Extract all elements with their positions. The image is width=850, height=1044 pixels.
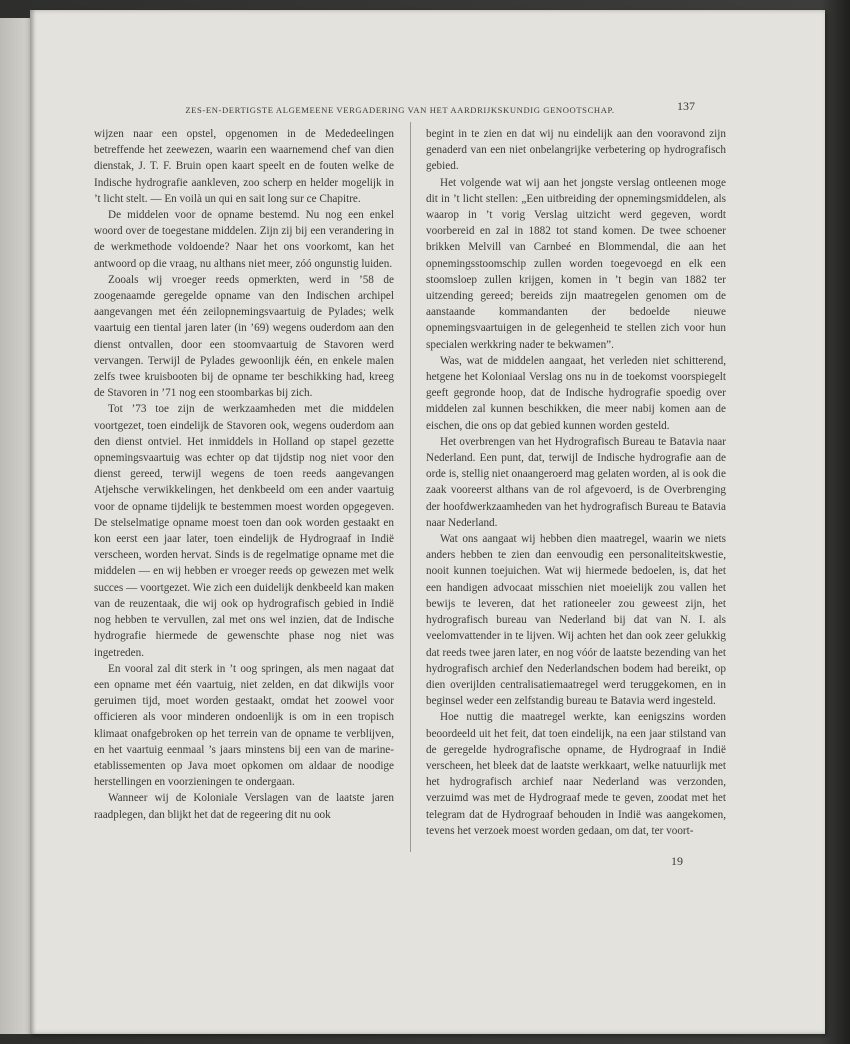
paragraph: Was, wat de middelen aangaat, het verleden niet schitterend, hetgene het Koloniaal Verslag ons nu in de toekomst voorspiegelt geeft gegronde hoop, dat de Indische hydrografie spoedig over middelen zal kunnen beschikken, die meer nabij komen aan de eischen, die ons op dat gebied kunnen worden gesteld.	[426, 354, 726, 432]
paragraph: Wanneer wij de Koloniale Verslagen van de laatste jaren raadplegen, dan blijkt het dat de regeering dit nu ook	[94, 792, 394, 821]
paragraph: Tot ’73 toe zijn de werkzaamheden met die middelen voortgezet, toen eindelijk de Stavoren ook, wegens ouderdom aan den dienst ontviel. Het inmiddels in Holland op stapel gezette opnemingsvaartuig was echter op dat tijdstip nog niet voor den dienst gereed, terwijl wegens de toen reeds aangevangen Atjehsche verwikkelingen, het denkbeeld om een ander vaartuig voor de opname tijdelijk te bestemmen moest worden opgegeven. De stelselmatige opname moest toen dan ook worden gestaakt en kon eerst een jaar later, toen eindelijk de Hydrograaf in Indië verscheen, worden hervat. Sinds is de regelmatige opname met die middelen — en wij hebben er vroeger reeds op gewezen met welk succes — voortgezet. Wie zich een duidelijk denkbeeld kan maken van de reuzentaak, die wij ook op hydrografisch gebied in Indië nog hebben te vervullen, zal met ons wel inzien, dat de Indische hydrografie hiermede de gewenschte phase nog niet was ingetreden.	[94, 403, 394, 659]
paragraph: wijzen naar een opstel, opgenomen in de Mededeelingen betreffende het zeewezen, waarin een waarnemend chef van dien dienstak, J. T. F. Bruin open kaart speelt en de fouten welke de Indische hydrografie aankleven, zoo scherp en helder mogelijk in ’t licht stelt. — En voilà un qui en sait long sur ce Chapitre.	[94, 128, 394, 205]
paragraph: Zooals wij vroeger reeds opmerkten, werd in ’58 de zoogenaamde geregelde opname van den Indischen archipel aangevangen met één zeilopnemingsvaartuig de Pylades; welk vaartuig een tiental jaren later (in ’69) wegens ouderdom aan den dienst ontvallen, door een stoomvaartuig de Stavoren werd vervangen. Terwijl de Pylades gewoonlijk één, en enkele malen zelfs twee kruisbooten bij de opname ter beschikking had, kreeg de Stavoren in ’71 nog een stoombarkas bij zich.	[94, 273, 394, 400]
signature-mark: 19	[671, 854, 683, 868]
paragraph: Wat ons aangaat wij hebben dien maatregel, waarin we niets anders hebben te zien dan eenvoudig een personaliteitskwestie, nooit kunnen toejuichen. Wat wij hiermede bedoelen, is, dat het een handigen advocaat misschien niet moeielijk zou vallen het bewijs te leveren, dat het rationeeler zou geweest zijn, het hydrografisch bureau van Nederland bij dat van N. I. als veelomvattender in te lijven. Wij achten het dan ook zeer gelukkig dat reeds twee jaren later, en nog vóór de laatste bezending van het hydrografisch archief den Nederlandschen bodem had bereikt, op dien overijlden centralisatiemaatregel werd teruggekomen, en in beginsel weder een zelfstandig bureau te Batavia werd ingesteld.	[426, 533, 726, 708]
paragraph: De middelen voor de opname bestemd. Nu nog een enkel woord over de toegestane middelen. Zijn zij bij een verandering in de werkmethode voldoende? Naar het ons voorkomt, kan het antwoord op die vraag, nu althans niet meer, zóó ongunstig luiden.	[94, 209, 394, 270]
paragraph: begint in te zien en dat wij nu eindelijk aan den vooravond zijn genaderd van een niet onbelangrijke verbetering op hydrografisch gebied.	[426, 128, 726, 173]
column-divider	[410, 122, 411, 852]
page-number: 137	[677, 99, 695, 113]
right-text-column	[426, 126, 726, 839]
paragraph: En vooral zal dit sterk in ’t oog springen, als men nagaat dat een opname met één vaartuig, niet zelden, en dat dikwijls voor geruimen tijd, moet worden gestaakt, omdat het zoowel voor officieren als voor minderen ondoenlijk is om in een tropisch klimaat onafgebroken op het terrein van de opname te verblijven, en het vaartuig eenmaal ’s jaars minstens bij een van de marine-etablissementen op Java moet opkomen om aldaar de noodige herstellingen en voorzieningen te ondergaan.	[94, 662, 394, 789]
paragraph: Het volgende wat wij aan het jongste verslag ontleenen moge dit in ’t licht stellen: „Een uitbreiding der opnemingsmiddelen, als waarop in ’t vorig Verslag uitzicht werd gegeven, wordt voorbereid en zal in 1882 tot stand komen. De twee schoener brikken Melvill van Carnbeé en Blommendal, die aan het opnemingsstoomschip zullen worden toegevoegd en elk een stoomsloep zullen krijgen, komen in ’t begin van 1882 ter uitzending gereed; bereids zijn maatregelen genomen om de aanstaande kommandanten der bedoelde nieuwe opnemingsvaartuigen in de gelegenheid te stellen zich voor hun specialen werkkring nader te bekwamen”.	[426, 176, 726, 351]
left-text-column	[94, 126, 394, 823]
paragraph: Hoe nuttig die maatregel werkte, kan eenigszins worden beoordeeld uit het feit, dat toen eindelijk, na een jaar stilstand van de geregelde hydrografische opname, de Hydrograaf in Indië verscheen, het bleek dat de laatste werkkaart, welke natuurlijk met het hydrografisch archief naar Nederland was verzonden, verzuimd was met de Hydrograaf mede te geven, zoodat met het telegram dat de Hydrograaf behouden in Indië was aangekomen, tevens het verzoek moest worden gedaan, om dat, ter voort-	[426, 711, 726, 837]
page-sheet	[30, 10, 825, 1034]
running-head: ZES-EN-DERTIGSTE ALGEMEENE VERGADERING VAN HET AARDRIJKSKUNDIG GENOOTSCHAP.	[185, 105, 615, 115]
paragraph: Het overbrengen van het Hydrografisch Bureau te Batavia naar Nederland. Een punt, dat, terwijl de Indische hydrografie aan de orde is, stellig niet onaangeroerd mag gelaten worden, al is ook die zaak vooreerst althans van de rol afgevoerd, is de Overbrenging der hoofdwerkzaamheden van het hydrografisch Bureau te Batavia naar Nederland.	[426, 435, 726, 529]
